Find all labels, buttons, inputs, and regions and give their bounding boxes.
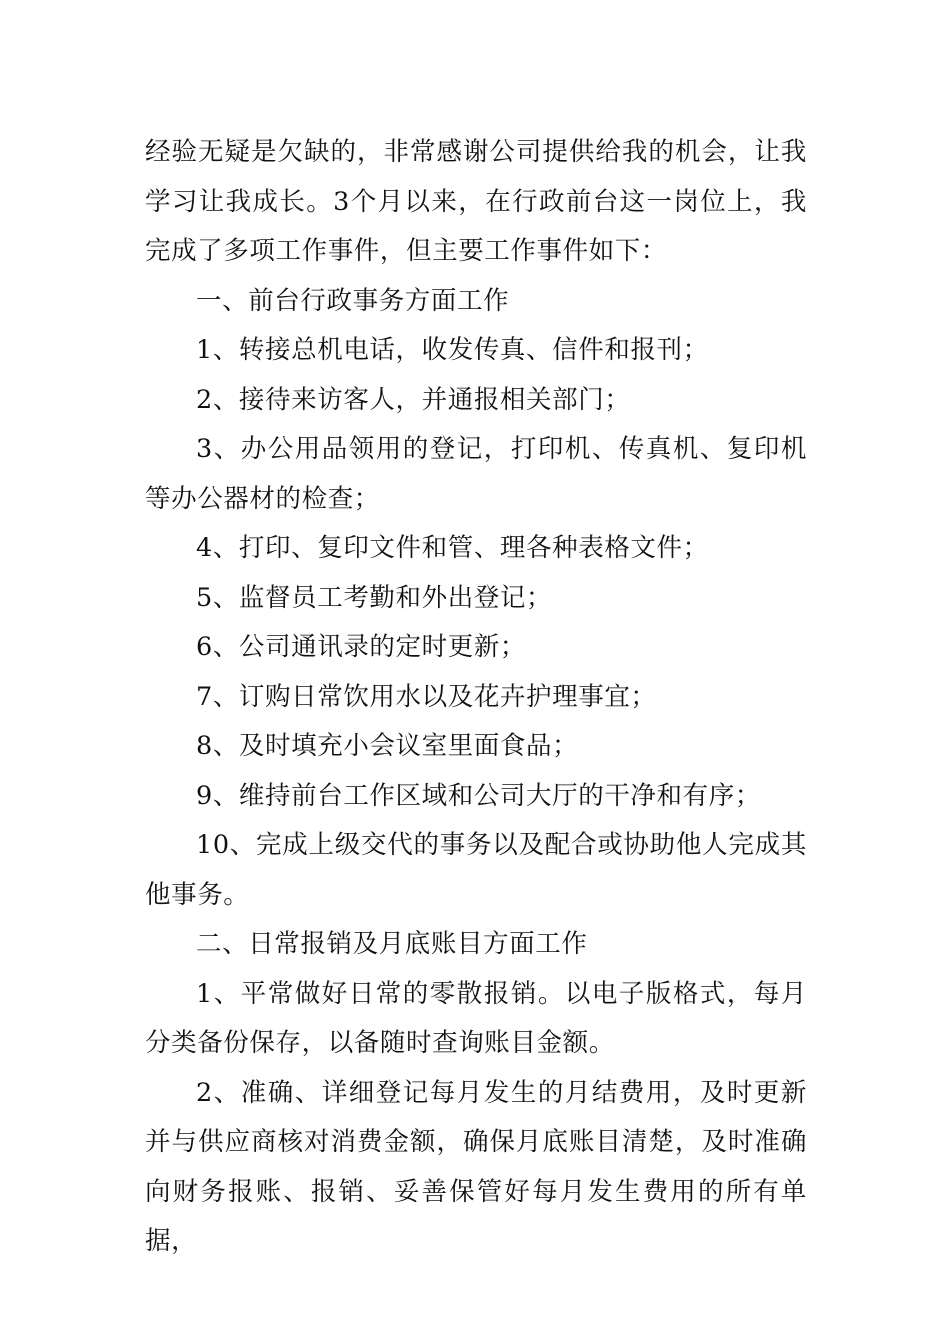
list-item: 5、监督员工考勤和外出登记； bbox=[196, 582, 553, 613]
list-item: 2、准确、详细登记每月发生的月结费用，及时更新并与供应商核对消费金额，确保月底账目清楚，及时准确向财务报账、报销、妥善保管好每月发生费用的所有单据， bbox=[145, 1077, 807, 1256]
list-item: 6、公司通讯录的定时更新； bbox=[196, 632, 527, 662]
paragraph-intro: 经验无疑是欠缺的，非常感谢公司提供给我的机会，让我学习让我成长。3个月以来，在行政前台这一岗位上，我完成了多项工作事件，但主要工作事件如下： bbox=[145, 137, 807, 266]
list-item: 9、维持前台工作区域和公司大厅的干净和有序； bbox=[196, 780, 761, 811]
list-item: 4、打印、复印文件和管、理各种表格文件； bbox=[196, 533, 709, 563]
list-item: 2、接待来访客人，并通报相关部门； bbox=[196, 384, 631, 415]
list-item: 7、订购日常饮用水以及花卉护理事宜； bbox=[196, 681, 657, 712]
list-item: 8、及时填充小会议室里面食品； bbox=[196, 731, 579, 761]
section-heading-front-desk: 一、前台行政事务方面工作 bbox=[196, 285, 510, 316]
section-heading-reimbursement: 二、日常报销及月底账目方面工作 bbox=[196, 929, 588, 959]
list-item: 3、办公用品领用的登记，打印机、传真机、复印机等办公器材的检查； bbox=[145, 434, 807, 514]
document-body bbox=[145, 128, 807, 1267]
list-item: 10、完成上级交代的事务以及配合或协助他人完成其他事务。 bbox=[145, 830, 807, 910]
list-item: 1、平常做好日常的零散报销。以电子版格式，每月分类备份保存，以备随时查询账目金额。 bbox=[145, 978, 807, 1058]
list-item: 1、转接总机电话，收发传真、信件和报刊； bbox=[196, 335, 709, 365]
